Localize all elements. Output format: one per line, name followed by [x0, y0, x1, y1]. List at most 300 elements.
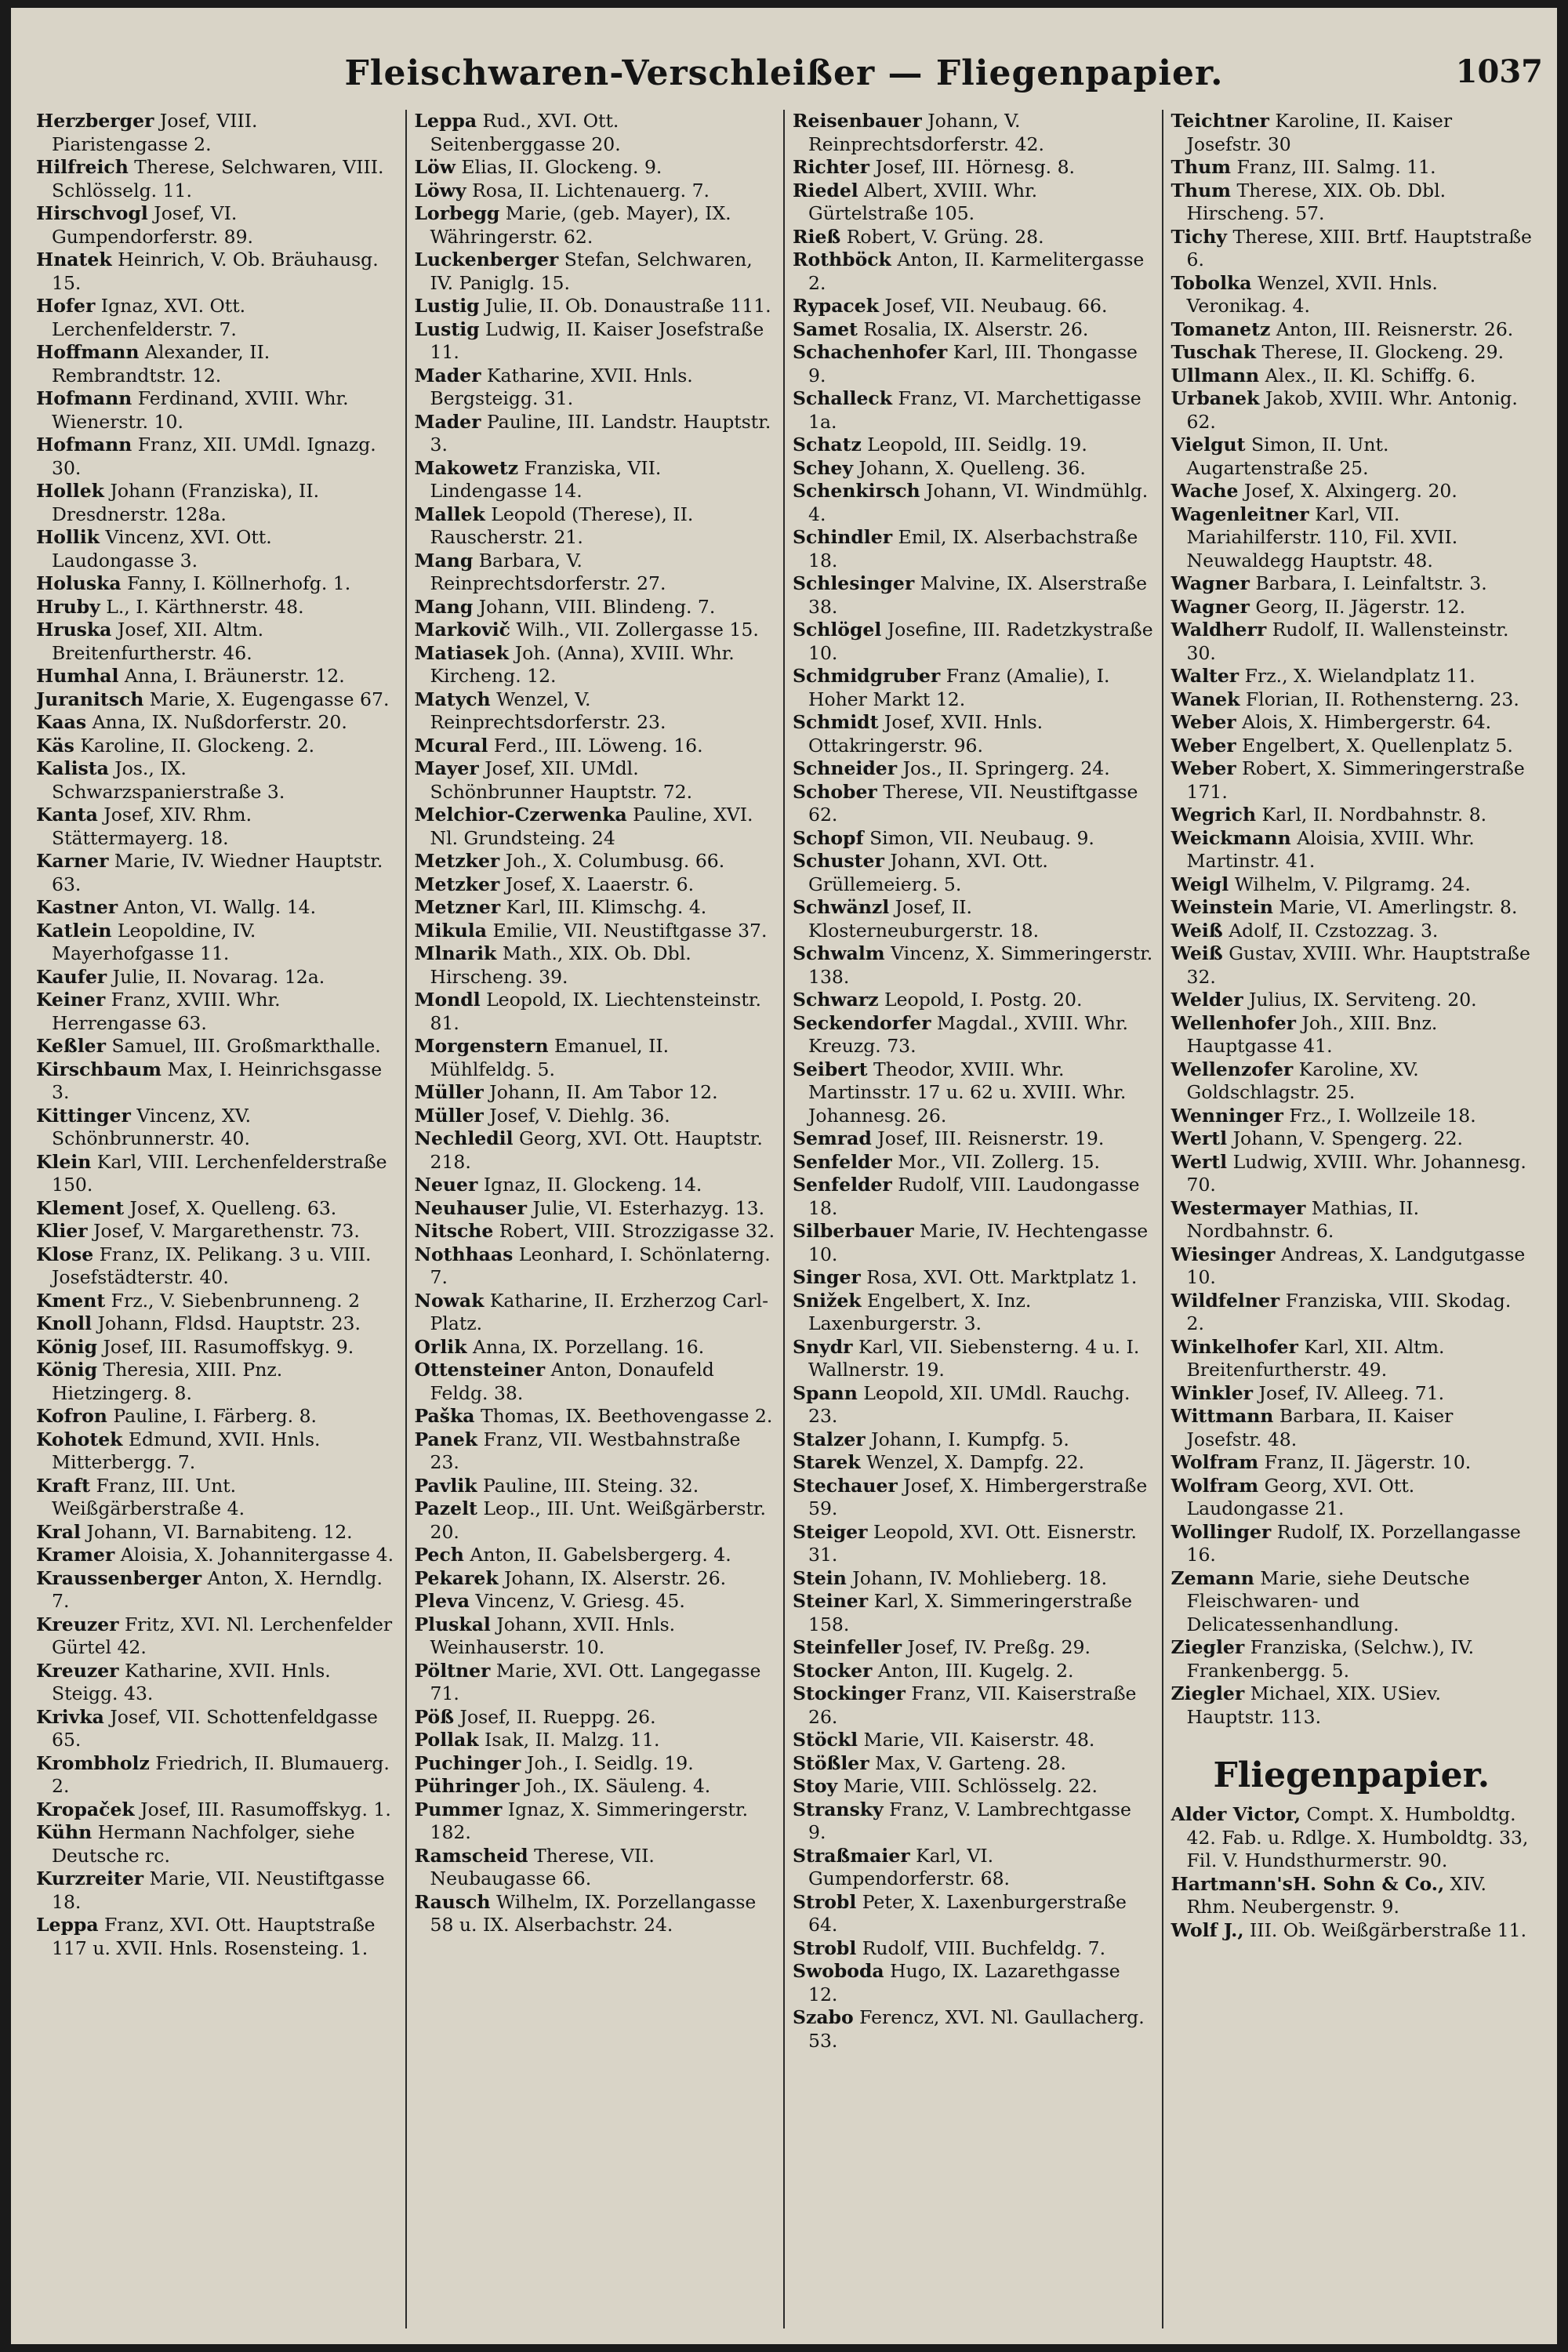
directory-entry — [793, 2006, 1154, 2053]
entry-details: Barbara, II. Kaiser Josefstr. 48. — [1186, 1405, 1454, 1450]
entry-name: Schwarz — [793, 989, 879, 1011]
entry-name: Melchior-Czerwenka — [414, 804, 627, 826]
entry-details: Joh., X. Columbusg. 66. — [499, 850, 725, 872]
entry-details: XIV. Rhm. Neubergenstr. 9. — [1186, 1872, 1486, 1918]
entry-details: Wenzel, V. Reinprechtsdorferstr. 23. — [430, 688, 666, 733]
entry-name: Pazelt — [414, 1497, 477, 1519]
entry-name: Neuer — [414, 1174, 478, 1196]
entry-name: Käs — [36, 734, 74, 757]
entry-details: Therese, XIX. Ob. Dbl. Hirscheng. 57. — [1186, 179, 1446, 224]
entry-details: Hermann Nachfolger, siehe Deutsche rc. — [52, 1821, 355, 1867]
entry-name: Weigl — [1171, 873, 1229, 895]
entry-details: Jos., IX. Schwarzspanierstraße 3. — [52, 757, 285, 803]
directory-entry — [415, 318, 776, 365]
directory-entry — [1171, 1521, 1533, 1567]
entry-details: Franz, VII. Westbahnstraße 23. — [430, 1428, 741, 1473]
entry-name: Nitsche — [414, 1220, 494, 1242]
entry-name: Winkler — [1171, 1381, 1254, 1404]
directory-entry — [36, 1405, 397, 1428]
directory-entry — [415, 1035, 776, 1081]
entry-name: Schwalm — [793, 942, 885, 964]
entry-details: Wenzel, X. Dampfg. 22. — [860, 1451, 1085, 1473]
entry-name: Kirschbaum — [36, 1058, 162, 1080]
directory-entry — [1171, 572, 1533, 596]
directory-entry — [415, 1752, 776, 1776]
directory-entry — [36, 711, 397, 735]
directory-entry — [793, 526, 1154, 572]
directory-entry — [415, 1220, 776, 1243]
directory-entry — [793, 110, 1154, 156]
entry-name: Steiner — [793, 1590, 869, 1612]
directory-entry — [1171, 942, 1533, 989]
entry-name: Schneider — [793, 757, 898, 779]
entry-name: Lustig — [414, 318, 480, 340]
directory-entry — [1171, 1058, 1533, 1105]
entry-details: Rudolf, IX. Porzellangasse 16. — [1186, 1520, 1521, 1566]
section-title-fliegenpapier: Fliegenpapier. — [1213, 1755, 1490, 1795]
directory-entry — [1171, 827, 1533, 873]
entry-details: Ignaz, X. Simmeringerstr. 182. — [430, 1798, 749, 1843]
directory-entry — [793, 1729, 1154, 1752]
directory-entry — [793, 1937, 1154, 1961]
entry-name: Juranitsch — [36, 688, 144, 710]
entry-name: Kastner — [36, 896, 118, 918]
directory-entry — [36, 1243, 397, 1290]
directory-entry — [415, 1497, 776, 1544]
entry-details: Josefine, III. Radetzkystraße 10. — [808, 619, 1153, 664]
directory-entry — [415, 920, 776, 943]
directory-entry — [1171, 1105, 1533, 1128]
directory-entry — [415, 1660, 776, 1706]
directory-entry — [415, 1405, 776, 1428]
entry-name: Vielgut — [1171, 434, 1246, 456]
directory-entry — [36, 1660, 397, 1706]
entry-name: Wagner — [1171, 572, 1250, 594]
entry-details: Max, I. Heinrichsgasse 3. — [52, 1058, 383, 1103]
entry-name: Thum — [1171, 179, 1232, 201]
entry-name: Wanek — [1171, 688, 1240, 710]
entry-name: Nechledil — [414, 1127, 514, 1149]
entry-name: Puchinger — [414, 1751, 521, 1774]
directory-entry — [36, 920, 397, 966]
entry-name: Hruby — [36, 595, 100, 618]
entry-details: Ferdinand, XVIII. Whr. Wienerstr. 10. — [52, 387, 349, 433]
entry-details: Karl, II. Nordbahnstr. 8. — [1256, 804, 1487, 826]
entry-name: Matiasek — [414, 641, 510, 664]
entry-details: Ludwig, XVIII. Whr. Johannesg. 70. — [1186, 1150, 1526, 1196]
entry-name: Paška — [414, 1405, 475, 1427]
directory-entry — [415, 642, 776, 688]
entry-name: Kreuzer — [36, 1613, 119, 1635]
entry-details: Emilie, VII. Neustiftgasse 37. — [486, 919, 768, 942]
directory-entry — [793, 1451, 1154, 1475]
entry-details: Anton, II. Karmelitergasse 2. — [808, 249, 1145, 294]
entry-details: Magdal., XVIII. Whr. Kreuzg. 73. — [808, 1011, 1128, 1057]
entry-details: Johann, IV. Mohlieberg. 18. — [846, 1566, 1108, 1589]
entry-details: Rudolf, VIII. Laudongasse 18. — [808, 1174, 1140, 1219]
directory-entry — [793, 1475, 1154, 1521]
entry-name: Klier — [36, 1220, 88, 1242]
entry-details: Karoline, II. Glockeng. 2. — [74, 734, 315, 757]
directory-entry — [415, 619, 776, 642]
entry-name: Kral — [36, 1520, 81, 1543]
directory-entry — [415, 1798, 776, 1845]
entry-details: Leopold, XII. UMdl. Rauchg. 23. — [808, 1381, 1131, 1427]
entry-name: Steiger — [793, 1520, 868, 1543]
directory-entry — [793, 1636, 1154, 1660]
entry-details: Florian, II. Rothensterng. 23. — [1240, 688, 1519, 710]
entry-name: Mikula — [414, 919, 487, 942]
entry-name: Stößler — [793, 1751, 869, 1774]
directory-entry — [36, 480, 397, 526]
entry-name: Schober — [793, 780, 877, 803]
entry-details: Gustav, XVIII. Whr. Hauptstraße 32. — [1186, 942, 1530, 988]
entry-name: Schlesinger — [793, 572, 915, 594]
directory-entry — [36, 735, 397, 758]
entry-name: Pühringer — [414, 1775, 520, 1797]
directory-entry — [415, 1845, 776, 1891]
directory-entry — [1171, 226, 1533, 272]
entry-name: Orlik — [414, 1335, 467, 1358]
entry-name: Welder — [1171, 989, 1243, 1011]
entry-name: Herzberger — [36, 110, 154, 132]
entry-details: Leopoldine, IV. Mayerhofgasse 11. — [52, 919, 256, 964]
entry-details: Edmund, XVII. Hnls. Mitterbergg. 7. — [52, 1428, 321, 1473]
directory-entry — [1171, 365, 1533, 388]
directory-entry — [1171, 1290, 1533, 1336]
directory-entry — [1171, 989, 1533, 1012]
entry-details: Hugo, IX. Lazarethgasse 12. — [808, 1960, 1120, 2005]
entry-name: Schuster — [793, 850, 884, 872]
entry-details: Fanny, I. Köllnerhofg. 1. — [121, 572, 351, 594]
directory-entry — [36, 1035, 397, 1058]
directory-entry — [1171, 711, 1533, 735]
entry-name: Wache — [1171, 480, 1239, 502]
directory-entry — [36, 1821, 397, 1867]
entry-details: Compt. X. Humboldtg. 42. Fab. u. Rdlge. X. Humboldtg. 33, Fil. V. Hundsthurmerstr. 90. — [1186, 1803, 1529, 1871]
entry-details: Therese, VII. Neubaugasse 66. — [430, 1844, 655, 1889]
directory-entry — [1171, 156, 1533, 180]
entry-name: Starek — [793, 1451, 861, 1473]
directory-entry — [793, 1058, 1154, 1128]
directory-entry — [415, 1243, 776, 1290]
entry-name: Lorbegg — [414, 202, 500, 224]
entry-details: Emil, IX. Alserbachstraße 18. — [808, 526, 1138, 572]
directory-entry — [415, 1105, 776, 1128]
directory-entry — [793, 827, 1154, 851]
directory-entry — [793, 341, 1154, 387]
entry-name: Leppa — [36, 1914, 99, 1936]
directory-entry — [1171, 596, 1533, 619]
entry-name: Kohotek — [36, 1428, 123, 1450]
entry-details: Joh., XIII. Bnz. Hauptgasse 41. — [1186, 1011, 1438, 1057]
directory-entry — [36, 989, 397, 1035]
entry-name: Krombholz — [36, 1751, 150, 1774]
page-title: Fleischwaren-Verschleißer — Fliegenpapier. — [344, 53, 1224, 93]
directory-columns — [28, 110, 1540, 2328]
entry-details: Johann (Franziska), II. Dresdnerstr. 128a. — [52, 480, 320, 525]
directory-entry — [415, 1359, 776, 1405]
directory-entry — [1171, 110, 1533, 156]
directory-entry — [415, 365, 776, 411]
directory-entry — [415, 180, 776, 203]
entry-name: Morgenstern — [414, 1035, 549, 1057]
directory-entry — [36, 665, 397, 688]
entry-name: Wegrich — [1171, 804, 1257, 826]
entry-name: Hofer — [36, 295, 96, 317]
entry-name: Wolfram — [1171, 1474, 1259, 1497]
entry-details: Franz, IX. Pelikang. 3 u. VIII. Josefstädterstr. 40. — [52, 1243, 372, 1288]
entry-name: Nowak — [414, 1289, 485, 1312]
entry-name: Schatz — [793, 434, 862, 456]
entry-details: Johann, II. Am Tabor 12. — [483, 1081, 718, 1103]
entry-details: Barbara, I. Leinfaltstr. 3. — [1249, 572, 1487, 594]
entry-details: Pauline, XVI. Nl. Grundsteing. 24 — [430, 804, 753, 849]
entry-details: Johann, VI. Barnabiteng. 12. — [80, 1520, 353, 1543]
entry-name: Leppa — [414, 110, 477, 132]
entry-details: Andreas, X. Landgutgasse 10. — [1186, 1243, 1526, 1288]
entry-details: Josef, X. Quelleng. 63. — [124, 1196, 337, 1219]
directory-entry — [36, 1798, 397, 1822]
entry-name: Pekarek — [414, 1566, 499, 1589]
directory-entry — [415, 896, 776, 920]
entry-name: Teichtner — [1171, 110, 1269, 132]
entry-details: Johann, XVI. Ott. Grüllemeierg. 5. — [808, 850, 1048, 895]
entry-name: Hofmann — [36, 387, 132, 409]
entry-details: Karl, XII. Altm. Breitenfurtherstr. 49. — [1186, 1335, 1445, 1381]
entry-name: Kittinger — [36, 1104, 131, 1127]
entry-name: Alder Victor, — [1171, 1803, 1301, 1825]
entry-name: Swoboda — [793, 1960, 884, 1982]
entry-name: Samet — [793, 318, 858, 340]
directory-entry — [1171, 1012, 1533, 1058]
directory-entry — [1171, 735, 1533, 758]
entry-details: Robert, VIII. Strozzigasse 32. — [493, 1220, 775, 1242]
entry-details: Josef, V. Diehlg. 36. — [483, 1104, 670, 1127]
directory-entry — [1171, 619, 1533, 665]
entry-details: Adolf, II. Czstozzag. 3. — [1222, 919, 1439, 942]
directory-entry — [415, 1475, 776, 1498]
directory-entry — [793, 1127, 1154, 1151]
entry-name: Kramer — [36, 1544, 115, 1566]
entry-name: Rausch — [414, 1890, 491, 1913]
entry-name: Winkelhofer — [1171, 1335, 1298, 1358]
entry-name: Ziegler — [1171, 1682, 1245, 1704]
directory-entry — [415, 1174, 776, 1197]
directory-entry — [415, 1197, 776, 1221]
entry-name: Weber — [1171, 757, 1236, 779]
directory-entry — [36, 110, 397, 156]
directory-entry — [1171, 873, 1533, 897]
entry-name: Makowetz — [414, 456, 519, 479]
entry-name: Matych — [414, 688, 491, 710]
entry-name: Knoll — [36, 1312, 93, 1334]
entry-name: Pluskal — [414, 1613, 491, 1635]
entry-name: Wellenzofer — [1171, 1058, 1294, 1080]
entry-name: Wenninger — [1171, 1104, 1283, 1127]
entry-name: Rypacek — [793, 295, 879, 317]
directory-entry — [415, 1706, 776, 1730]
entry-details: Anton, III. Kugelg. 2. — [872, 1659, 1074, 1682]
entry-details: Therese, Selchwaren, VIII. Schlösselg. 11. — [52, 156, 384, 201]
directory-entry — [793, 1752, 1154, 1776]
entry-name: Ottensteiner — [414, 1359, 546, 1381]
entry-name: Pech — [414, 1544, 464, 1566]
entry-details: Anna, IX. Porzellang. 16. — [466, 1335, 705, 1358]
entry-name: Pavlik — [414, 1474, 477, 1497]
directory-entry — [415, 850, 776, 873]
entry-name: Strobl — [793, 1936, 857, 1959]
directory-entry — [1171, 1197, 1533, 1243]
directory-entry — [36, 1197, 397, 1221]
entry-name: Metzner — [414, 896, 501, 918]
directory-entry — [793, 1798, 1154, 1845]
entry-name: Kropaček — [36, 1798, 135, 1820]
entry-name: Silberbauer — [793, 1220, 914, 1242]
entry-details: Jakob, XVIII. Whr. Antonig. 62. — [1186, 387, 1518, 433]
entry-name: Zemann — [1171, 1566, 1254, 1589]
directory-entry — [415, 1127, 776, 1174]
entry-details: Johann, Fldsd. Hauptstr. 23. — [92, 1312, 361, 1334]
entry-name: Nothhaas — [414, 1243, 514, 1265]
entry-details: Rudolf, II. Wallensteinstr. 30. — [1186, 619, 1509, 664]
directory-entry — [1171, 665, 1533, 688]
entry-details: Elias, II. Glockeng. 9. — [455, 156, 662, 178]
directory-entry — [36, 1290, 397, 1313]
entry-details: Marie, siehe Deutsche Fleischwaren- und Delicatessenhandlung. — [1186, 1566, 1470, 1635]
entry-name: Keßler — [36, 1035, 106, 1057]
entry-name: Müller — [414, 1104, 484, 1127]
entry-name: Karner — [36, 850, 109, 872]
entry-name: Reisenbauer — [793, 110, 922, 132]
entry-name: Krivka — [36, 1705, 104, 1728]
directory-entry — [1171, 480, 1533, 503]
fliegenpapier-entries — [1171, 1803, 1533, 1942]
entry-name: Klement — [36, 1196, 125, 1219]
entry-details: Josef, XIV. Rhm. Stättermayerg. 18. — [52, 804, 252, 849]
entry-details: Joh. (Anna), XVIII. Whr. Kircheng. 12. — [430, 641, 735, 687]
directory-entry — [1171, 272, 1533, 318]
directory-entry — [415, 942, 776, 989]
entry-details: L., I. Kärthnerstr. 48. — [100, 595, 304, 618]
entry-details: Josef, III. Reisnerstr. 19. — [871, 1127, 1105, 1149]
entry-details: Anton, VI. Wallg. 14. — [118, 896, 317, 918]
entry-details: Georg, II. Jägerstr. 12. — [1249, 595, 1466, 618]
entry-name: Weber — [1171, 711, 1236, 733]
entry-name: Schenkirsch — [793, 480, 920, 502]
directory-entry — [793, 249, 1154, 295]
entry-details: Josef, XII. UMdl. Schönbrunner Hauptstr. 72. — [430, 757, 693, 803]
directory-entry — [36, 1914, 397, 1960]
directory-entry — [793, 1428, 1154, 1452]
entry-details: Marie, IV. Hechtengasse 10. — [808, 1220, 1149, 1265]
entry-name: Neuhauser — [414, 1196, 527, 1219]
directory-entry — [415, 1290, 776, 1336]
entry-details: Anton, X. Herndlg. 7. — [52, 1566, 383, 1612]
entry-details: Josef, IV. Alleeg. 71. — [1253, 1381, 1445, 1404]
entry-details: Karl, III. Thongasse 9. — [808, 341, 1138, 387]
directory-entry — [36, 619, 397, 665]
directory-entry — [415, 735, 776, 758]
entry-details: Johann, V. Spengerg. 22. — [1227, 1127, 1464, 1149]
entry-details: Karl, VII. Mariahilferstr. 110, Fil. XVII. Neuwaldegg Hauptstr. 48. — [1186, 503, 1458, 572]
entry-details: Georg, XVI. Ott. Laudongasse 21. — [1186, 1474, 1415, 1519]
entry-details: Simon, VII. Neubaug. 9. — [863, 826, 1094, 849]
entry-details: Anna, IX. Nußdorferstr. 20. — [86, 711, 347, 733]
entry-details: Leopold, IX. Liechtensteinstr. 81. — [430, 989, 761, 1034]
entry-details: Mor., VII. Zollerg. 15. — [891, 1150, 1100, 1173]
entry-name: Metzker — [414, 873, 500, 895]
directory-entry — [1171, 920, 1533, 943]
entry-name: Pleva — [414, 1590, 470, 1612]
entry-name: Wagenleitner — [1171, 503, 1309, 525]
entry-details: Stefan, Selchwaren, IV. Paniglg. 15. — [430, 249, 753, 294]
entry-details: Josef, III. Rasumoffskyg. 1. — [134, 1798, 391, 1820]
entry-name: Stoy — [793, 1775, 838, 1797]
entry-name: Metzker — [414, 850, 500, 872]
directory-entry — [415, 1544, 776, 1567]
entry-name: Mader — [414, 410, 481, 433]
directory-entry — [793, 318, 1154, 342]
entry-name: Kraussenberger — [36, 1566, 202, 1589]
entry-name: Snydr — [793, 1335, 853, 1358]
entry-details: Julie, II. Novarag. 12a. — [107, 965, 325, 988]
directory-entry — [36, 1613, 397, 1660]
directory-entry — [415, 503, 776, 550]
directory-entry — [1171, 1451, 1533, 1475]
entry-name: Spann — [793, 1381, 858, 1404]
directory-entry — [793, 387, 1154, 434]
entry-name: Mang — [414, 549, 474, 572]
entry-name: Ziegler — [1171, 1636, 1245, 1658]
entry-name: Waldherr — [1171, 619, 1267, 641]
entry-details: Simon, II. Unt. Augartenstraße 25. — [1186, 434, 1389, 479]
entry-details: Therese, II. Glockeng. 29. — [1256, 341, 1504, 363]
directory-entry — [415, 873, 776, 897]
directory-entry — [36, 526, 397, 572]
directory-entry — [793, 1151, 1154, 1174]
entry-name: Wagner — [1171, 595, 1250, 618]
directory-entry — [36, 1706, 397, 1752]
entry-details: Pauline, I. Färberg. 8. — [107, 1405, 317, 1427]
entry-name: Weiß — [1171, 919, 1223, 942]
entry-name: Schachenhofer — [793, 341, 948, 363]
directory-entry — [415, 1775, 776, 1798]
entry-name: Szabo — [793, 2006, 854, 2028]
entry-details: Josef, III. Rasumoffskyg. 9. — [97, 1335, 354, 1358]
entry-details: Wenzel, XVII. Hnls. Veronikag. 4. — [1186, 271, 1438, 317]
entry-details: Georg, XVI. Ott. Hauptstr. 218. — [430, 1127, 763, 1173]
directory-entry — [36, 1567, 397, 1613]
directory-entry — [36, 1521, 397, 1544]
entry-details: Johann, VI. Windmühlg. 4. — [808, 480, 1149, 525]
entry-name: Senfelder — [793, 1174, 892, 1196]
entry-details: Samuel, III. Großmarkthalle. — [105, 1035, 381, 1057]
entry-name: Hoffmann — [36, 341, 140, 363]
entry-name: Löwy — [414, 179, 466, 201]
entry-name: Tuschak — [1171, 341, 1257, 363]
directory-entry — [793, 1382, 1154, 1428]
directory-entry — [415, 1081, 776, 1105]
entry-details: Josef, II. Klosterneuburgerstr. 18. — [808, 896, 1040, 942]
directory-entry — [1171, 1803, 1533, 1873]
directory-entry — [793, 1891, 1154, 1937]
entry-name: Riedel — [793, 179, 858, 201]
entry-details: Ignaz, II. Glockeng. 14. — [477, 1174, 702, 1196]
directory-entry — [415, 550, 776, 596]
directory-entry — [1171, 896, 1533, 920]
directory-entry — [36, 1428, 397, 1475]
